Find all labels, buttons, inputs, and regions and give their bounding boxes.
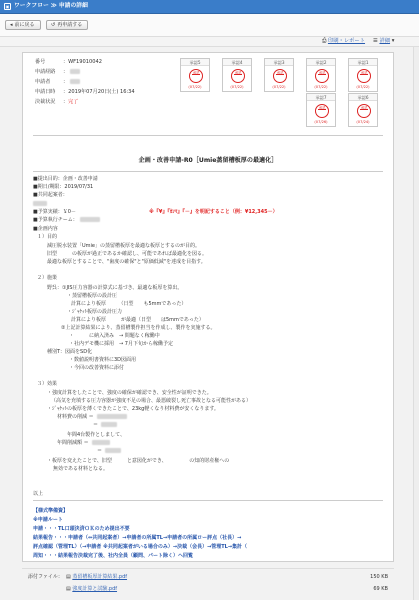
budget-note	[149, 209, 278, 216]
approval-label: 承認6	[349, 94, 377, 101]
redacted	[92, 440, 110, 445]
status-badge: 完了	[68, 99, 79, 105]
field-purpose: ■提出目的：企画・改善申請	[33, 176, 98, 182]
print-icon: ⎙	[322, 38, 327, 44]
seal-icon: 承認	[231, 69, 245, 83]
print-report-link[interactable]	[322, 38, 365, 45]
file-icon: ▤	[66, 574, 71, 580]
route-line: 評点確認（管理TL）（→申請者 ※共同起案者がいる場合のみ）→決裁（会長）→管理TL→集計（	[33, 544, 248, 550]
workflow-icon: ▣	[5, 3, 10, 9]
section-effect: ３）効果	[37, 381, 58, 387]
meta-route-value: ：	[63, 69, 69, 75]
redacted	[33, 201, 47, 206]
end-mark: 以上	[33, 491, 44, 497]
more-label: 詳細	[379, 38, 391, 44]
meta-date-key: 申請日時	[35, 89, 56, 95]
app-title: ワークフロー ≫ 申請の詳細	[14, 2, 88, 9]
seal-icon: 承認	[357, 69, 371, 83]
text-line: 最適な板厚とすることで、"歯度の確保"と"原価低減"を達成を目指す。	[47, 259, 206, 265]
field-coauthor-label: ■共同起案者：	[33, 192, 68, 198]
text-line: 計算により板厚 （日型 も5mmであった）	[71, 301, 187, 307]
meta-status-key: 決裁状況	[35, 99, 56, 105]
attachment-size: 69 KB	[373, 586, 388, 592]
approval-date: (07/26)	[314, 120, 328, 124]
text-line: 年間4台製作としまして、	[67, 432, 126, 438]
route-line: 申請・・・TL口頭決済ＯＫのため提出不要	[33, 526, 130, 532]
meta-applicant-value: ：	[63, 79, 69, 85]
redacted	[97, 414, 127, 419]
text-line: ・社内デモ機に採用 → 7月下旬から稼働予定	[69, 341, 173, 347]
scrollbar[interactable]	[413, 47, 419, 600]
attachment-item[interactable]	[66, 586, 117, 593]
text-line: 旧型 の板厚が過正であるか確認し、可能であれば最適化を図る。	[47, 251, 208, 257]
file-icon: ▤	[66, 586, 71, 592]
approval-cell	[306, 93, 336, 127]
approval-cell	[306, 58, 336, 92]
text-line: 種別T：図面をSD化	[47, 349, 93, 355]
redacted	[105, 448, 121, 453]
back-button-label: 前に戻る	[14, 21, 35, 28]
field-budget	[33, 209, 76, 216]
menu-icon: ☰	[373, 38, 378, 44]
request-detail-panel	[22, 52, 394, 562]
route-line: 周知・・・結果報告決裁完了後、社内全員（顧問、パート除く）へ回覧	[33, 553, 194, 559]
seal-icon: 承認	[315, 104, 329, 118]
more-link[interactable]	[373, 38, 394, 45]
redacted-row	[33, 201, 47, 208]
reapply-button-label: 再申請する	[57, 21, 83, 28]
meta-applicant	[35, 79, 80, 86]
attachment-size: 150 KB	[370, 574, 388, 580]
approval-label: 承認1	[349, 59, 377, 66]
seal-icon: 承認	[357, 104, 371, 118]
approval-cell	[348, 93, 378, 127]
approval-cell	[348, 58, 378, 92]
seal-icon: 承認	[315, 69, 329, 83]
divider	[33, 500, 383, 501]
text-line: ・ｼﾞｬｹｯﾄの板厚を薄くできたことで、23kg軽くなり材料費が安くなります。	[47, 406, 219, 412]
redacted	[101, 422, 117, 427]
route-line: 結果報告・・・申請者（⇔共同起案者）→申請者の所属TL→申請者の所属ロー評点（社長）→	[33, 535, 242, 541]
attachment-name: 蒸留槽板厚計算結果.pdf	[72, 574, 128, 580]
template-heading: 【様式準備資】	[33, 508, 69, 514]
approval-date: (07/22)	[188, 85, 202, 89]
approval-date: (07/22)	[314, 85, 328, 89]
back-arrow-icon: ◂	[10, 21, 13, 28]
chevron-down-icon: ▾	[391, 38, 395, 44]
meta-date-value: ：2019年07月20日(土) 16:34	[63, 89, 135, 95]
toolbar	[0, 14, 419, 37]
text-line: ②上記計算結果により、蒸留槽製作担当を作成し、製作を実施する。	[61, 325, 216, 331]
meta-route-key: 申請経路	[35, 69, 56, 75]
text-fragment: ＝	[93, 422, 99, 428]
meta-status	[35, 99, 78, 106]
redacted	[80, 217, 100, 222]
secondary-bar	[0, 37, 419, 47]
text-line	[93, 422, 117, 429]
text-line: 無効である材料となる。	[53, 466, 109, 472]
approval-cell	[264, 58, 294, 92]
attachments	[22, 568, 394, 592]
meta-date	[35, 89, 135, 96]
text-fragment: 材料費の削減 ＝	[57, 414, 94, 420]
print-report-label: 印刷・レポート	[327, 38, 366, 44]
text-line: 野呉：①JIS圧力容器の計算式に基づき、最適な板厚を算出。	[47, 285, 183, 291]
document-title: 企画・改善申請-R0［Umie蒸留槽板厚の最適化］	[138, 157, 278, 164]
text-line: ・ に納入済み → 問題なく稼働中	[69, 333, 160, 339]
text-line: 減圧脱水装置「Umie」の蒸留槽板厚を最適な板厚とするのが目的。	[47, 243, 200, 249]
section-measures: ２）施策	[37, 275, 58, 281]
meta-applicant-key: 申請者	[35, 79, 51, 85]
meta-id-key: 番号	[35, 59, 46, 65]
approval-label: 承認5	[181, 59, 209, 66]
approval-label: 承認4	[223, 59, 251, 66]
text-line: ・強度計算をしたことで、強度の確保が確認でき、安全性が証明できた。	[47, 390, 212, 396]
text-line: 計算により板厚 が最適（日型 は5mmであった）	[71, 317, 204, 323]
meta-id	[35, 59, 102, 66]
approval-date: (07/22)	[230, 85, 244, 89]
text-line: （高気を充填する圧力容器が強度不足の場合、最悪破裂し死亡事故となる可能性がある）	[51, 398, 252, 404]
seal-icon: 承認	[273, 69, 287, 83]
text-line: ・板厚を変えたことで、旧型 と意図化ができ、 の知的財産権への	[47, 458, 230, 464]
field-coauthor	[33, 192, 68, 199]
text-line	[97, 448, 121, 455]
text-line: ・今回の改善資料に添付	[69, 365, 125, 371]
approval-date: (07/22)	[272, 85, 286, 89]
approval-date: (07/24)	[356, 120, 370, 124]
approval-label: 承認2	[307, 59, 335, 66]
field-deadline: ■期日/期限：2019/07/31	[33, 184, 94, 190]
route-heading: ※申請ルート	[33, 517, 63, 523]
approval-cell	[222, 58, 252, 92]
field-team-label: ■予算執行チーム：	[33, 217, 78, 223]
meta-status-value: ：	[63, 99, 69, 105]
seal-icon: 承認	[189, 69, 203, 83]
divider	[33, 171, 383, 172]
field-team	[33, 217, 100, 224]
text-line	[57, 440, 110, 447]
attachment-item[interactable]	[66, 574, 127, 581]
meta-route	[35, 69, 80, 76]
budget-note-text: ※『¥』『ｶﾝﾏ』『－』を明記すること（例：¥12,345－）	[149, 209, 278, 215]
approval-date: (07/22)	[356, 85, 370, 89]
text-line: ・数値説明書資料に3D図面用	[69, 357, 137, 363]
reapply-icon: ↺	[51, 21, 56, 28]
approval-label: 承認7	[307, 94, 335, 101]
attachments-label: 添付ファイル：	[28, 574, 63, 580]
redacted	[70, 69, 80, 74]
text-line: ・ｼﾞｬｹｯﾄ板厚の設計圧力	[67, 309, 123, 315]
approval-cell	[180, 58, 210, 92]
field-content: ■企画内容	[33, 226, 58, 232]
back-button[interactable]	[5, 20, 41, 30]
field-budget-label: ■予算実績：￥0－	[33, 209, 76, 215]
attachment-name: 強度計算と試験.pdf	[72, 586, 118, 592]
divider	[33, 135, 383, 136]
redacted	[70, 79, 80, 84]
app-title-bar	[0, 0, 419, 14]
text-line	[57, 414, 127, 421]
text-fragment: ＝	[97, 448, 103, 454]
reapply-button[interactable]	[46, 20, 88, 30]
approval-label: 承認3	[265, 59, 293, 66]
text-line: ・蒸留槽板厚の設計圧	[67, 293, 118, 299]
meta-id-value: ：WF19010042	[63, 59, 102, 65]
text-fragment: 年間削減額 ＝	[57, 440, 89, 446]
section-purpose: １）目的	[37, 234, 58, 240]
